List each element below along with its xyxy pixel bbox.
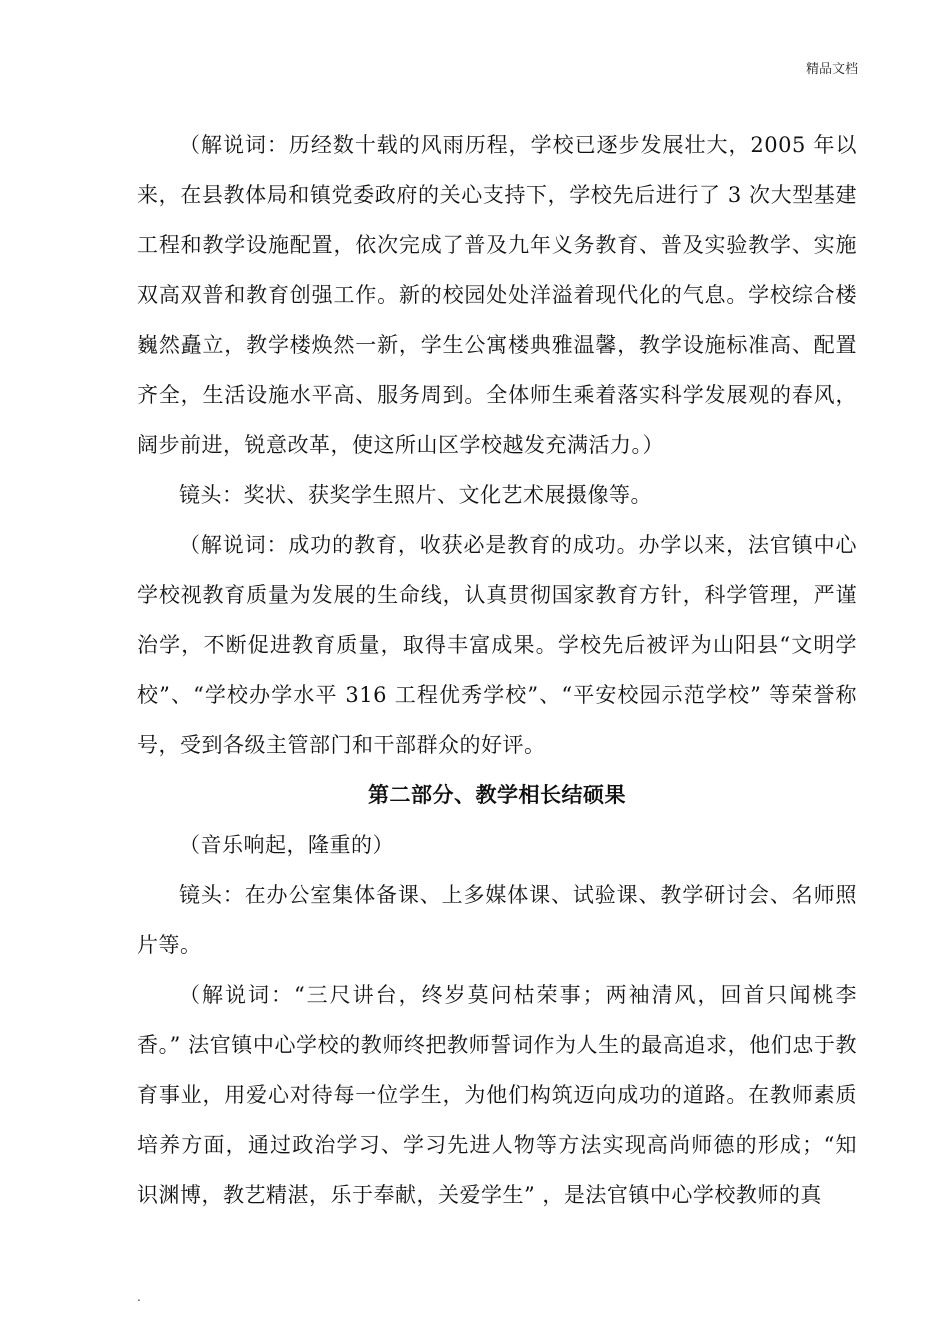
paragraph-narration-history: （解说词：历经数十载的风雨历程，学校已逐步发展壮大，2005 年以来，在县教体局和镇党委政府的关心支持下，学校先后进行了 3 次大型基建工程和教学设施配置，依次完成了普及九年义务教育、普及实验教学、实施双高双普和教育创强工作。新的校园处处洋溢着现代化的气息。学校综合楼巍然矗立，教学楼焕然一新，学生公寓楼典雅温馨，教学设施标准高、配置齐全，生活设施水平高、服务周到。全体师生乘着落实科学发展观的春风，阔步前进，锐意改革，使这所山区学校越发充满活力。） [137, 133, 857, 457]
footer-dot: . [137, 1290, 141, 1304]
section-heading: 第二部分、教学相长结硕果 [368, 782, 626, 807]
paragraph-shot-teaching: 镜头：在办公室集体备课、上多媒体课、试验课、教学研讨会、名师照片等。 [137, 883, 857, 957]
paragraph-narration-quality: （解说词：成功的教育，收获必是教育的成功。办学以来，法官镇中心学校视教育质量为发展的生命线，认真贯彻国家教育方针，科学管理，严谨治学，不断促进教育质量，取得丰富成果。学校先后被评为山阳县“文明学校”、“学校办学水平 316 工程优秀学校”、“平安校园示范学校” 等荣誉称号，受到各级主管部门和干部群众的好评。 [137, 533, 857, 757]
document-body [137, 120, 857, 1220]
paragraph-shot-awards: 镜头：奖状、获奖学生照片、文化艺术展摄像等。 [179, 483, 652, 507]
paragraph-narration-teachers: （解说词：“三尺讲台，终岁莫问枯荣事；两袖清风，回首只闻桃李香。” 法官镇中心学校的教师终把教师誓词作为人生的最高追求，他们忠于教育事业，用爱心对待每一位学生，为他们构筑迈向成功的道路。在教师素质培养方面，通过政治学习、学习先进人物等方法实现高尚师德的形成；“知识渊博，教艺精湛，乐于奉献，关爱学生” ，是法官镇中心学校教师的真 [137, 983, 857, 1207]
paragraph-music-cue: （音乐响起，隆重的） [179, 833, 394, 857]
header-watermark-text: 精品文档 [805, 62, 858, 77]
